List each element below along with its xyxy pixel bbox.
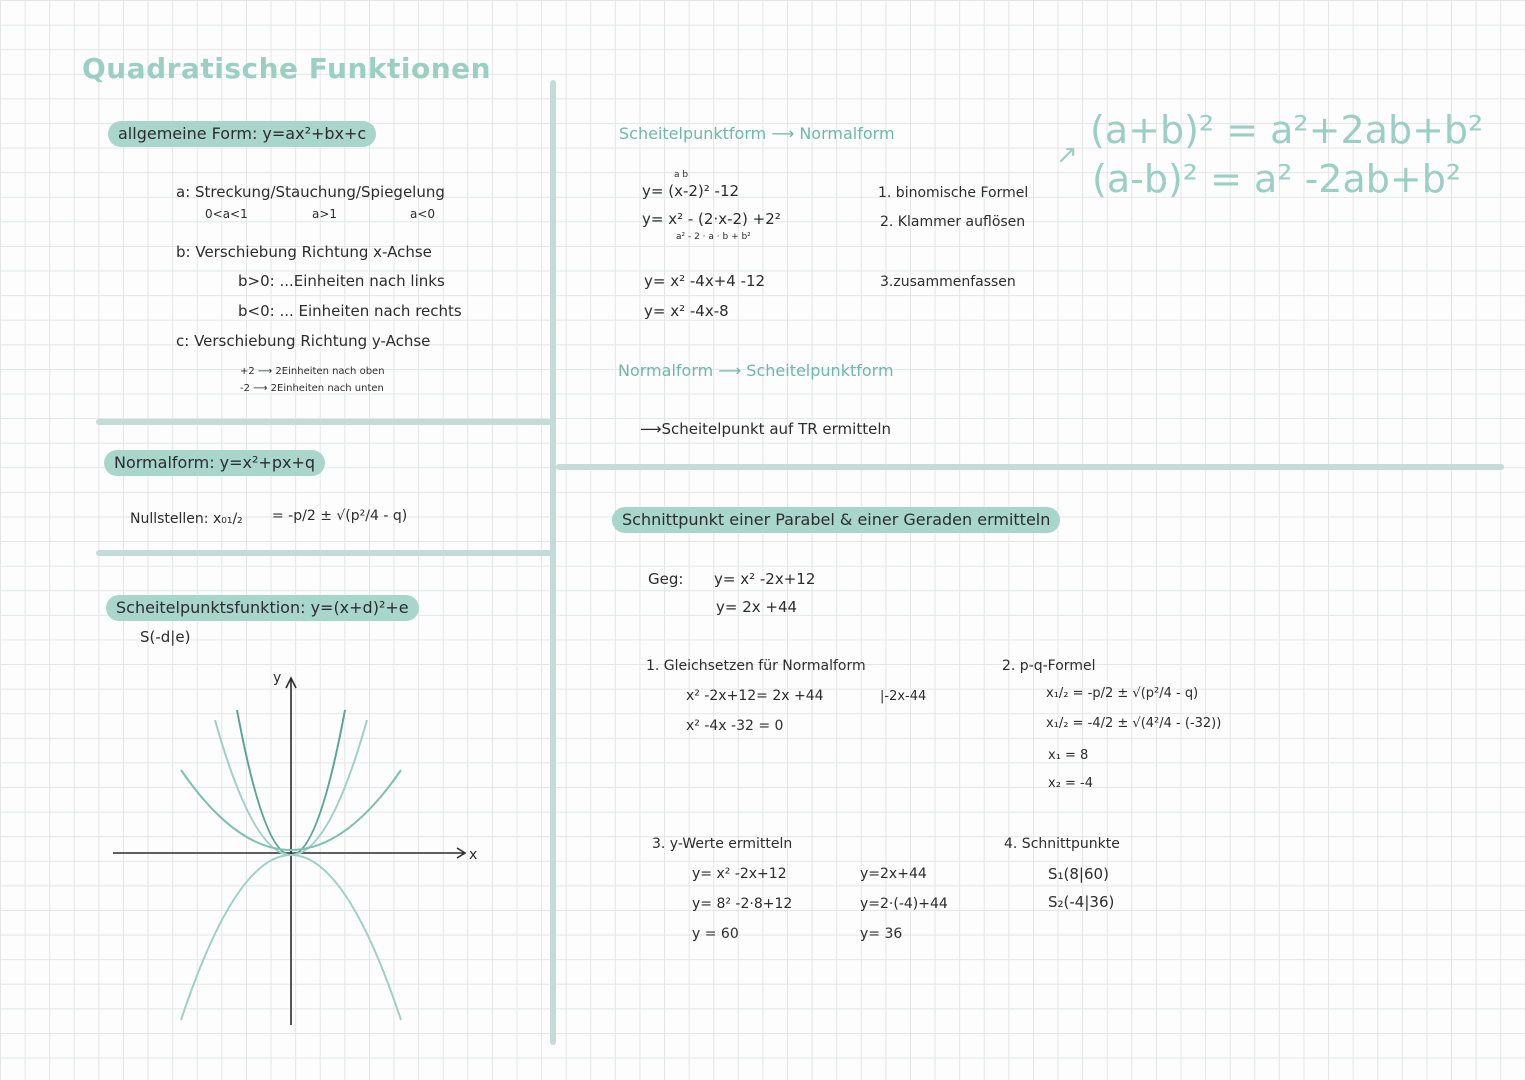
step2-line-1: x₁/₂ = -p/2 ± √(p²/4 - q): [1046, 686, 1199, 701]
step3-a2: y= 8² -2·8+12: [692, 896, 793, 912]
intersection-point-1: S₁(8|60): [1048, 865, 1109, 883]
curved-arrow-icon: ↗: [1056, 140, 1078, 170]
c-line: c: Verschiebung Richtung y-Achse: [176, 332, 431, 350]
step1-line-1b: |-2x-44: [880, 689, 927, 704]
general-form-heading: allgemeine Form: y=ax²+bx+c: [108, 121, 376, 147]
given-line: y= 2x +44: [716, 598, 798, 616]
step3-b2: y=2·(-4)+44: [860, 896, 948, 912]
parabola-graph: [105, 660, 495, 1030]
step3-a1: y= x² -2x+12: [692, 866, 787, 882]
binomial-formula-1: (a+b)² = a²+2ab+b²: [1090, 108, 1484, 152]
intersection-point-2: S₂(-4|36): [1048, 893, 1115, 911]
step1-title: 1. Gleichsetzen für Normalform: [646, 658, 866, 674]
vertex-point: S(-d|e): [140, 628, 191, 646]
divider-left-2: [96, 550, 552, 556]
zeros-formula: = -p/2 ± √(p²/4 - q): [272, 508, 408, 524]
divider-left-1: [96, 419, 552, 425]
x-axis-label: x: [469, 847, 478, 863]
b-positive: b>0: ...Einheiten nach links: [238, 272, 445, 290]
intersection-heading: Schnittpunkt einer Parabel & einer Geraden ermitteln: [612, 507, 1060, 533]
step2-x1: x₁ = 8: [1048, 748, 1089, 763]
step4-title: 4. Schnittpunkte: [1004, 836, 1120, 852]
vertical-divider: [550, 80, 556, 1045]
step-brackets: 2. Klammer auflösen: [880, 214, 1026, 230]
given-label: Geg:: [648, 570, 684, 588]
b-negative: b<0: ... Einheiten nach rechts: [238, 302, 462, 320]
a-case-1: 0<a<1: [205, 207, 248, 221]
step1-line-2: x² -4x -32 = 0: [686, 718, 784, 734]
n-to-s-heading: Normalform ⟶ Scheitelpunktform: [618, 361, 894, 380]
ab-marks: a b: [674, 170, 689, 180]
b-line: b: Verschiebung Richtung x-Achse: [176, 243, 432, 261]
n-to-s-line: ⟶Scheitelpunkt auf TR ermitteln: [640, 420, 892, 438]
given-parabola: y= x² -2x+12: [714, 570, 816, 588]
step3-title: 3. y-Werte ermitteln: [652, 836, 793, 852]
zeros-label: Nullstellen: x₀₁/₂: [130, 511, 243, 527]
divider-right: [556, 464, 1504, 470]
a-line: a: Streckung/Stauchung/Spiegelung: [176, 183, 445, 201]
step2-line-2: x₁/₂ = -4/2 ± √(4²/4 - (-32)): [1046, 716, 1222, 731]
s-line-3: y= x² -4x+4 -12: [644, 272, 766, 290]
step2-title: 2. p-q-Formel: [1002, 658, 1096, 674]
a-case-2: a>1: [312, 207, 338, 221]
vertex-function-heading: Scheitelpunktsfunktion: y=(x+d)²+e: [106, 595, 419, 621]
y-axis-label: y: [273, 670, 282, 686]
step3-a3: y = 60: [692, 926, 739, 942]
s-line-4: y= x² -4x-8: [644, 302, 729, 320]
step-combine: 3.zusammenfassen: [880, 274, 1016, 290]
step1-line-1: x² -2x+12= 2x +44: [686, 688, 824, 704]
step3-b1: y=2x+44: [860, 866, 927, 882]
step-binomial: 1. binomische Formel: [878, 185, 1029, 201]
c-down: -2 ⟶ 2Einheiten nach unten: [240, 383, 384, 394]
step3-b3: y= 36: [860, 926, 903, 942]
page-title: Quadratische Funktionen: [82, 52, 492, 85]
s-to-n-heading: Scheitelpunktform ⟶ Normalform: [619, 124, 895, 143]
s-line-2: y= x² - (2·x-2) +2²: [642, 210, 781, 228]
s-line-2-marks: a² - 2 · a · b + b²: [676, 232, 751, 242]
c-up: +2 ⟶ 2Einheiten nach oben: [240, 366, 385, 377]
normal-form-heading: Normalform: y=x²+px+q: [104, 450, 325, 476]
a-case-3: a<0: [410, 207, 436, 221]
binomial-formula-2: (a-b)² = a² -2ab+b²: [1092, 157, 1462, 201]
step2-x2: x₂ = -4: [1048, 776, 1094, 791]
s-line-1: y= (x-2)² -12: [642, 182, 740, 200]
